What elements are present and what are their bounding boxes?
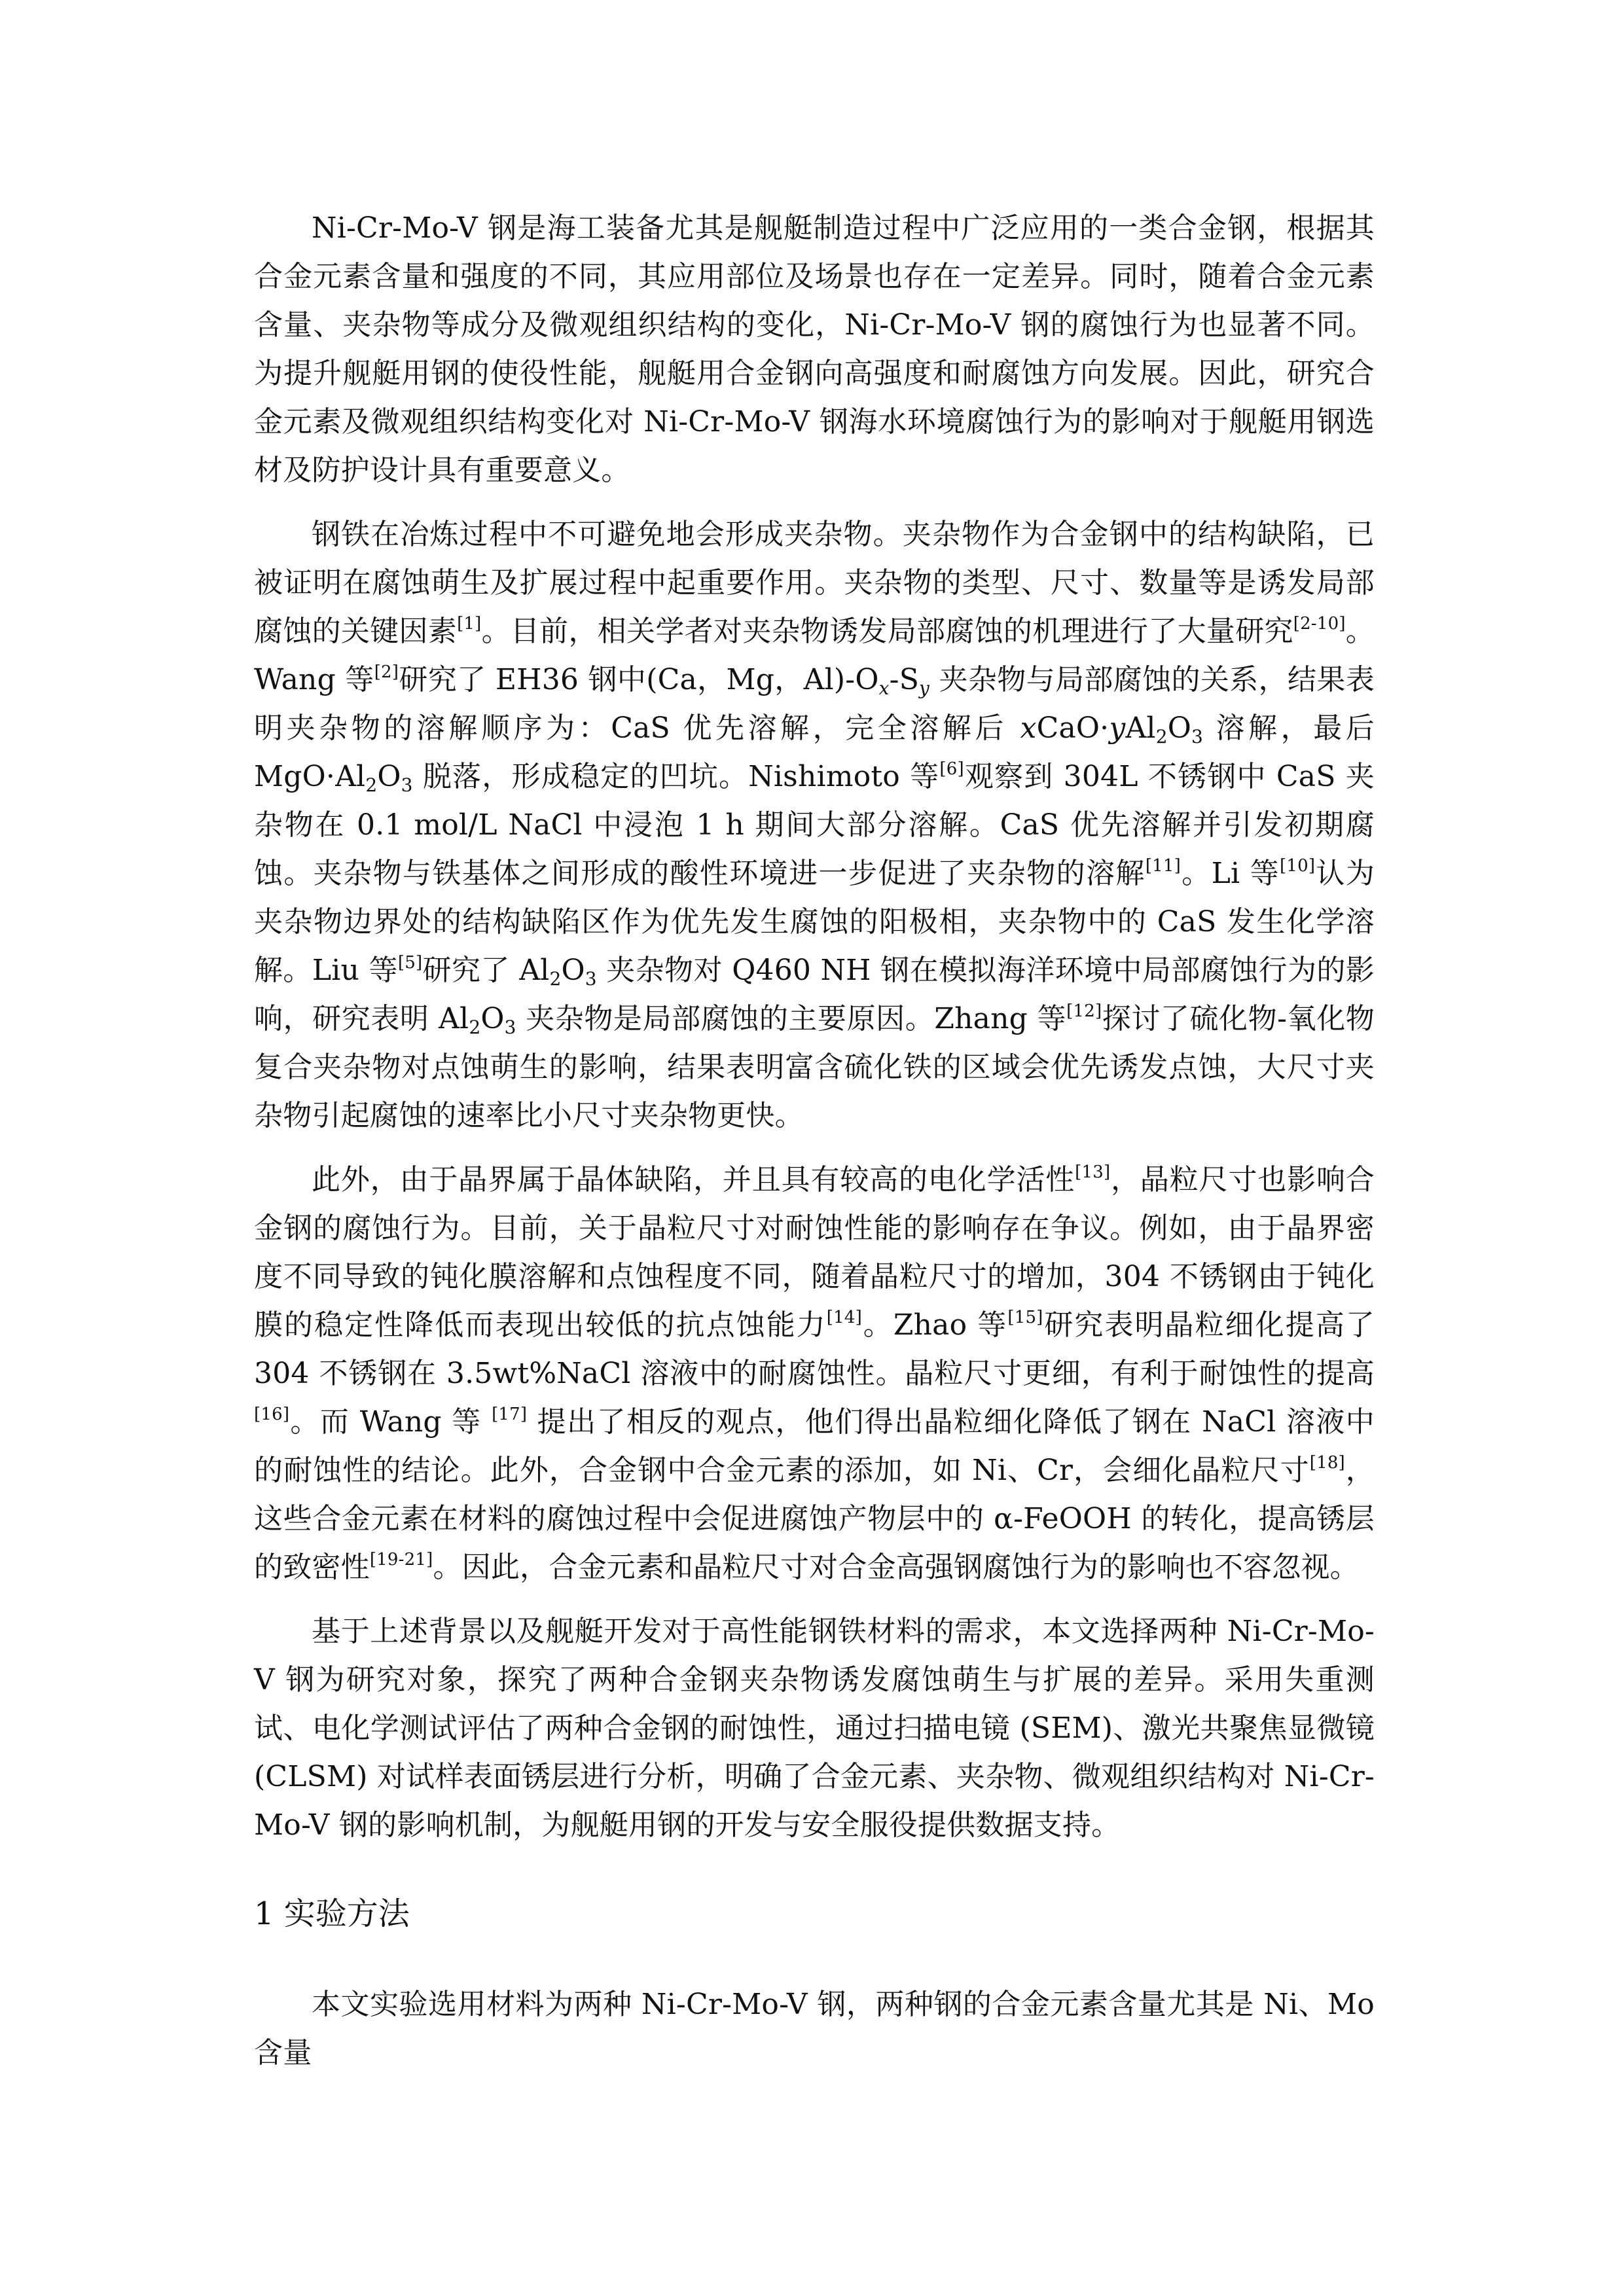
subscript: 2: [365, 774, 378, 796]
subscript: 2: [1155, 726, 1168, 747]
subscript: y: [919, 677, 930, 699]
subscript: 3: [401, 774, 413, 796]
citation: [6]: [939, 759, 964, 779]
citation: [5]: [397, 953, 423, 973]
citation: [14]: [826, 1308, 862, 1327]
citation: [17]: [492, 1405, 528, 1424]
text-segment: 夹杂物对 Q460 NH 钢在模拟海洋环境中局部腐蚀行为的影响，研究表明 Al: [254, 954, 1375, 1035]
citation: [16]: [254, 1405, 290, 1424]
text-segment: 。而 Wang 等: [289, 1405, 492, 1439]
text-segment: 。Zhao 等: [861, 1308, 1008, 1342]
text-segment: CaO·: [1036, 711, 1110, 745]
text-segment: 夹杂物是局部腐蚀的主要原因。Zhang 等: [516, 1002, 1067, 1035]
text-segment: O: [1167, 711, 1191, 745]
italic-variable: y: [1109, 711, 1126, 745]
citation: [19-21]: [369, 1550, 433, 1570]
paper-body: [254, 204, 1375, 2093]
text-segment: 研究了 EH36 钢中(Ca，Mg，Al)-O: [399, 663, 879, 696]
text-segment: 。因此，合金元素和晶粒尺寸对合金高强钢腐蚀行为的影响也不容忽视。: [433, 1551, 1359, 1584]
citation: [2-10]: [1293, 614, 1346, 634]
subscript: 2: [469, 1016, 481, 1038]
text-segment: -S: [889, 663, 920, 696]
text-segment: 认为夹杂物边界处的结构缺陷区作为优先发生腐蚀的阳极相，夹杂物中的 CaS 发生化学溶解。Liu 等: [254, 857, 1375, 987]
paragraph-intro-nicrmov: Ni-Cr-Mo-V 钢是海工装备尤其是舰艇制造过程中广泛应用的一类合金钢，根据其合金元素含量和强度的不同，其应用部位及场景也存在一定差异。同时，随着合金元素含量、夹杂物等成分及微观组织结构的变化，Ni-Cr-Mo-V 钢的腐蚀行为也显著不同。为提升舰艇用钢的使役性能，舰艇用合金钢向高强度和耐腐蚀方向发展。因此，研究合金元素及微观组织结构变化对 Ni-Cr-Mo-V 钢海水环境腐蚀行为的影响对于舰艇用钢选材及防护设计具有重要意义。: [254, 211, 1375, 487]
text-segment: 探讨了硫化物-氧化物复合夹杂物对点蚀萌生的影响，结果表明富含硫化铁的区域会优先诱发点蚀，大尺寸夹杂物引起腐蚀的速率比小尺寸夹杂物更快。: [254, 1002, 1375, 1132]
citation: [13]: [1075, 1162, 1111, 1182]
text-segment: 。目前，相关学者对夹杂物诱发局部腐蚀的机理进行了大量研究: [481, 615, 1293, 648]
citation: [11]: [1145, 856, 1181, 876]
text-segment: O: [561, 954, 585, 987]
citation: [15]: [1007, 1308, 1043, 1327]
paragraph-inclusions: [254, 511, 1375, 1140]
text-segment: 夹杂物与局部腐蚀的关系，结果表明夹杂物的溶解顺序为：CaS 优先溶解，完全溶解后: [254, 663, 1375, 745]
citation: [18]: [1309, 1453, 1345, 1473]
text-segment: 。Li 等: [1180, 857, 1280, 890]
subscript: 3: [504, 1016, 516, 1038]
text-segment: Al: [1125, 711, 1156, 745]
subscript: 3: [585, 968, 597, 990]
text-segment: 钢铁在冶炼过程中不可避免地会形成夹杂物。夹杂物作为合金钢中的结构缺陷，已被证明在腐蚀萌生及扩展过程中起重要作用。夹杂物的类型、尺寸、数量等是诱发局部腐蚀的关键因素: [254, 518, 1375, 648]
text-segment: 溶解，最后 MgO·Al: [254, 711, 1375, 793]
paragraph-grain-size: [254, 1156, 1375, 1592]
paragraph-research-aim: 基于上述背景以及舰艇开发对于高性能钢铁材料的需求，本文选择两种 Ni-Cr-Mo-V 钢为研究对象，探究了两种合金钢夹杂物诱发腐蚀萌生与扩展的差异。采用失重测试、电化学测试评估了两种合金钢的耐蚀性，通过扫描电镜 (SEM)、激光共聚焦显微镜 (CLSM) 对试样表面锈层进行分析，明确了合金元素、夹杂物、微观组织结构对 Ni-Cr-Mo-V 钢的影响机制，为舰艇用钢的开发与安全服役提供数据支持。: [254, 1615, 1375, 1842]
subscript: 3: [1191, 726, 1203, 747]
paragraph-materials: 本文实验选用材料为两种 Ni-Cr-Mo-V 钢，两种钢的合金元素含量尤其是 Ni、Mo 含量: [254, 1988, 1375, 2070]
citation: [2]: [374, 662, 399, 682]
text-segment: 研究了 Al: [422, 954, 550, 987]
text-segment: 脱落，形成稳定的凹坑。Nishimoto 等: [412, 760, 940, 793]
citation: [10]: [1280, 856, 1316, 876]
text-segment: 此外，由于晶界属于晶体缺陷，并且具有较高的电化学活性: [312, 1163, 1075, 1196]
section-heading: 1 实验方法: [254, 1895, 410, 1932]
text-segment: O: [480, 1002, 505, 1035]
subscript: x: [878, 677, 890, 699]
subscript: 2: [549, 968, 562, 990]
text-segment: O: [377, 760, 401, 793]
citation: [1]: [457, 614, 482, 634]
text-segment: 。Wang 等: [254, 615, 1375, 696]
text-segment: 研究表明晶粒细化提高了 304 不锈钢在 3.5wt%NaCl 溶液中的耐腐蚀性。晶粒尺寸更细，有利于耐蚀性的提高: [254, 1308, 1375, 1390]
text-segment: 提出了相反的观点，他们得出晶粒细化降低了钢在 NaCl 溶液中的耐蚀性的结论。此外，合金钢中合金元素的添加，如 Ni、Cr，会细化晶粒尺寸: [254, 1405, 1375, 1487]
text-segment: ，这些合金元素在材料的腐蚀过程中会促进腐蚀产物层中的 α-FeOOH 的转化，提高锈层的致密性: [254, 1454, 1375, 1584]
text-segment: 观察到 304L 不锈钢中 CaS 夹杂物在 0.1 mol/L NaCl 中浸泡 1 h 期间大部分溶解。CaS 优先溶解并引发初期腐蚀。夹杂物与铁基体之间形成的酸性环境进一步促进了夹杂物的溶解: [254, 760, 1375, 890]
citation: [12]: [1066, 1001, 1102, 1021]
text-segment: ，晶粒尺寸也影响合金钢的腐蚀行为。目前，关于晶粒尺寸对耐蚀性能的影响存在争议。例如，由于晶界密度不同导致的钝化膜溶解和点蚀程度不同，随着晶粒尺寸的增加，304 不锈钢由于钝化膜的稳定性降低而表现出较低的抗点蚀能力: [254, 1163, 1375, 1342]
italic-variable: x: [1020, 711, 1037, 745]
